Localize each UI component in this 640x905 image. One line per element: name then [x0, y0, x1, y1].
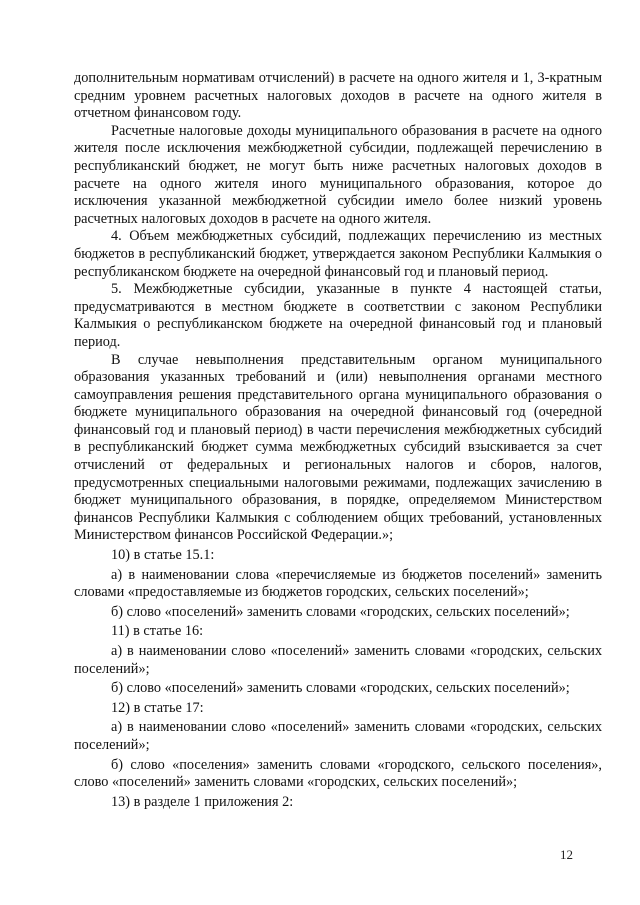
paragraph-item-11b: б) слово «поселений» заменить словами «городских, сельских поселений»; [111, 680, 570, 697]
paragraph-item-10a: а) в наименовании слова «перечисляемые из бюджетов поселений» заменить словами «предоставляемые из бюджетов городских, сельских поселений»; [74, 566, 602, 601]
paragraph-item-4: 4. Объем межбюджетных субсидий, подлежащих перечислению из местных бюджетов в республиканский бюджет, утверждается законом Республики Калмыкия о республиканском бюджете на очередной финансовый год и плановый период. [74, 228, 602, 280]
paragraph-continuation: дополнительным нормативам отчислений) в расчете на одного жителя и 1, 3-кратным средним уровнем расчетных налоговых доходов в расчете на одного жителя в отчетном финансовом году. [74, 70, 602, 122]
paragraph-item-5: 5. Межбюджетные субсидии, указанные в пункте 4 настоящей статьи, предусматриваются в местном бюджете в соответствии с законом Республики Калмыкия о республиканском бюджете на очередной финансовый год и плановый период. [74, 281, 602, 350]
body-text [74, 70, 602, 811]
paragraph-item-11: 11) в статье 16: [111, 623, 204, 640]
page-number: 12 [560, 847, 573, 862]
paragraph-item-11a: а) в наименовании слово «поселений» заменить словами «городских, сельских поселений»; [74, 643, 602, 677]
paragraph-tax-income: Расчетные налоговые доходы муниципального образования в расчете на одного жителя после исключения межбюджетной субсидии, подлежащей перечислению в республиканский бюджет, не могут быть ниже расчетных налоговых доходов в расчете на одного жителя иного муниципального образования, которое до исключения указанной межбюджетной субсидии имело более низкий уровень расчетных налоговых доходов в расчете на одного жителя. [74, 122, 602, 227]
paragraph-item-12: 12) в статье 17: [111, 699, 204, 716]
paragraph-item-10: 10) в статье 15.1: [111, 547, 215, 564]
paragraph-non-fulfillment: В случае невыполнения представительным органом муниципального образования указанных требований и (или) невыполнения органами местного самоуправления решения представительного органа муниципального образования о бюджете муниципального образования на очередной финансовый год (очередной финансовый год и плановый период) в части перечисления межбюджетных субсидий в республиканский бюджет сумма межбюджетных субсидий взыскивается за счет отчислений от федеральных и региональных налогов и сборов, налогов, предусмотренных специальными налоговыми режимами, подлежащих зачислению в бюджет муниципального образования, в порядке, определяемом Министерством финансов Республики Калмыкия с соблюдением общих требований, установленных Министерством финансов Российской Федерации.»; [74, 351, 602, 544]
paragraph-item-12a: а) в наименовании слово «поселений» заменить словами «городских, сельских поселений»; [74, 719, 602, 753]
paragraph-item-13: 13) в разделе 1 приложения 2: [111, 793, 294, 810]
paragraph-item-12b: б) слово «поселения» заменить словами «городского, сельского поселения», слово «поселений» заменить словами «городских, сельских поселений»; [74, 756, 602, 791]
paragraph-item-10b: б) слово «поселений» заменить словами «городских, сельских поселений»; [111, 603, 570, 620]
